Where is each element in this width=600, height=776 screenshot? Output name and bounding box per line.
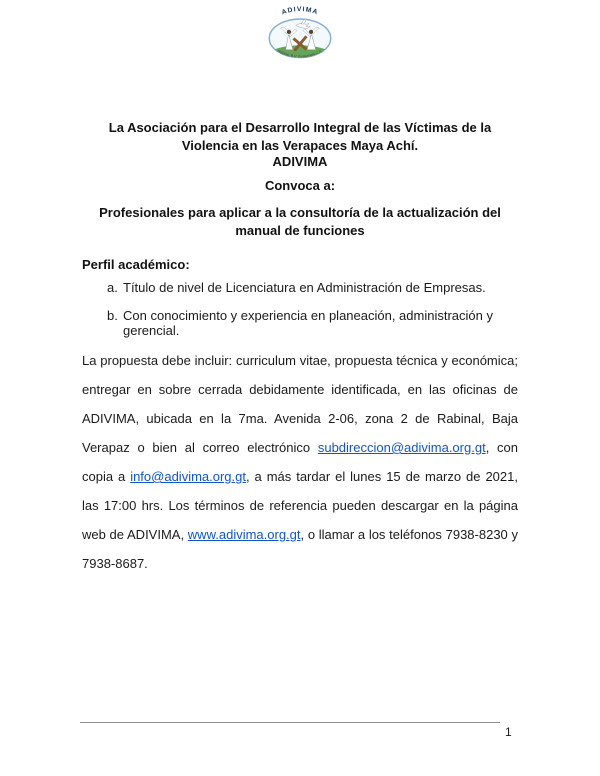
org-acronym: ADIVIMA — [272, 154, 328, 169]
footer-divider — [80, 722, 500, 723]
website-link[interactable]: www.adivima.org.gt — [187, 527, 301, 542]
proposal-text-3: , a más tardar el lunes 15 de marzo de 2021, las 17:00 hrs. Los términos de referencia pueden descargar en la página web de ADIVIMA, — [82, 469, 518, 542]
perfil-heading: Perfil académico: — [82, 257, 190, 272]
adivima-logo — [257, 4, 343, 64]
adivima-logo-svg — [257, 4, 343, 64]
convoca-heading: Convoca a: — [264, 178, 336, 193]
list-marker-a: a. — [107, 280, 118, 295]
proposal-text-2: , con copia a — [82, 440, 519, 484]
proposal-paragraph — [82, 346, 518, 578]
call-title: Profesionales para aplicar a la consultoría de la actualización del manual de funciones — [99, 205, 501, 238]
org-title: La Asociación para el Desarrollo Integral de las Víctimas de la Violencia en las Verapaces Maya Achí. — [108, 120, 492, 153]
list-item-b — [82, 308, 518, 338]
list-item-b-text: Con conocimiento y experiencia en planeación, administración y gerencial. — [123, 308, 493, 338]
email-link-info[interactable]: info@adivima.org.gt — [130, 469, 246, 484]
list-item-a-text: Título de nivel de Licenciatura en Administración de Empresas. — [123, 280, 486, 295]
list-marker-b: b. — [107, 308, 118, 323]
logo-ground — [270, 45, 330, 62]
page-number: 1 — [505, 725, 512, 739]
email-link-subdireccion[interactable]: subdireccion@adivima.org.gt — [317, 440, 486, 455]
logo-base-text: Rabinal, B.V. Guatemala C.A. — [276, 49, 323, 59]
proposal-text-4: , o llamar a los teléfonos 7938-8230 y 7938-8687. — [82, 527, 518, 571]
proposal-text-1: La propuesta debe incluir: curriculum vitae, propuesta técnica y económica; entregar en sobre cerrada debidamente identificada, en las oficinas de ADIVIMA, ubicada en la 7ma. Avenida 2-06, zona 2 de Rabinal, Baja Verapaz o bien al correo electrónico — [82, 353, 518, 455]
logo-arc-text: ADIVIMA — [280, 6, 320, 17]
list-item-a — [82, 280, 518, 295]
